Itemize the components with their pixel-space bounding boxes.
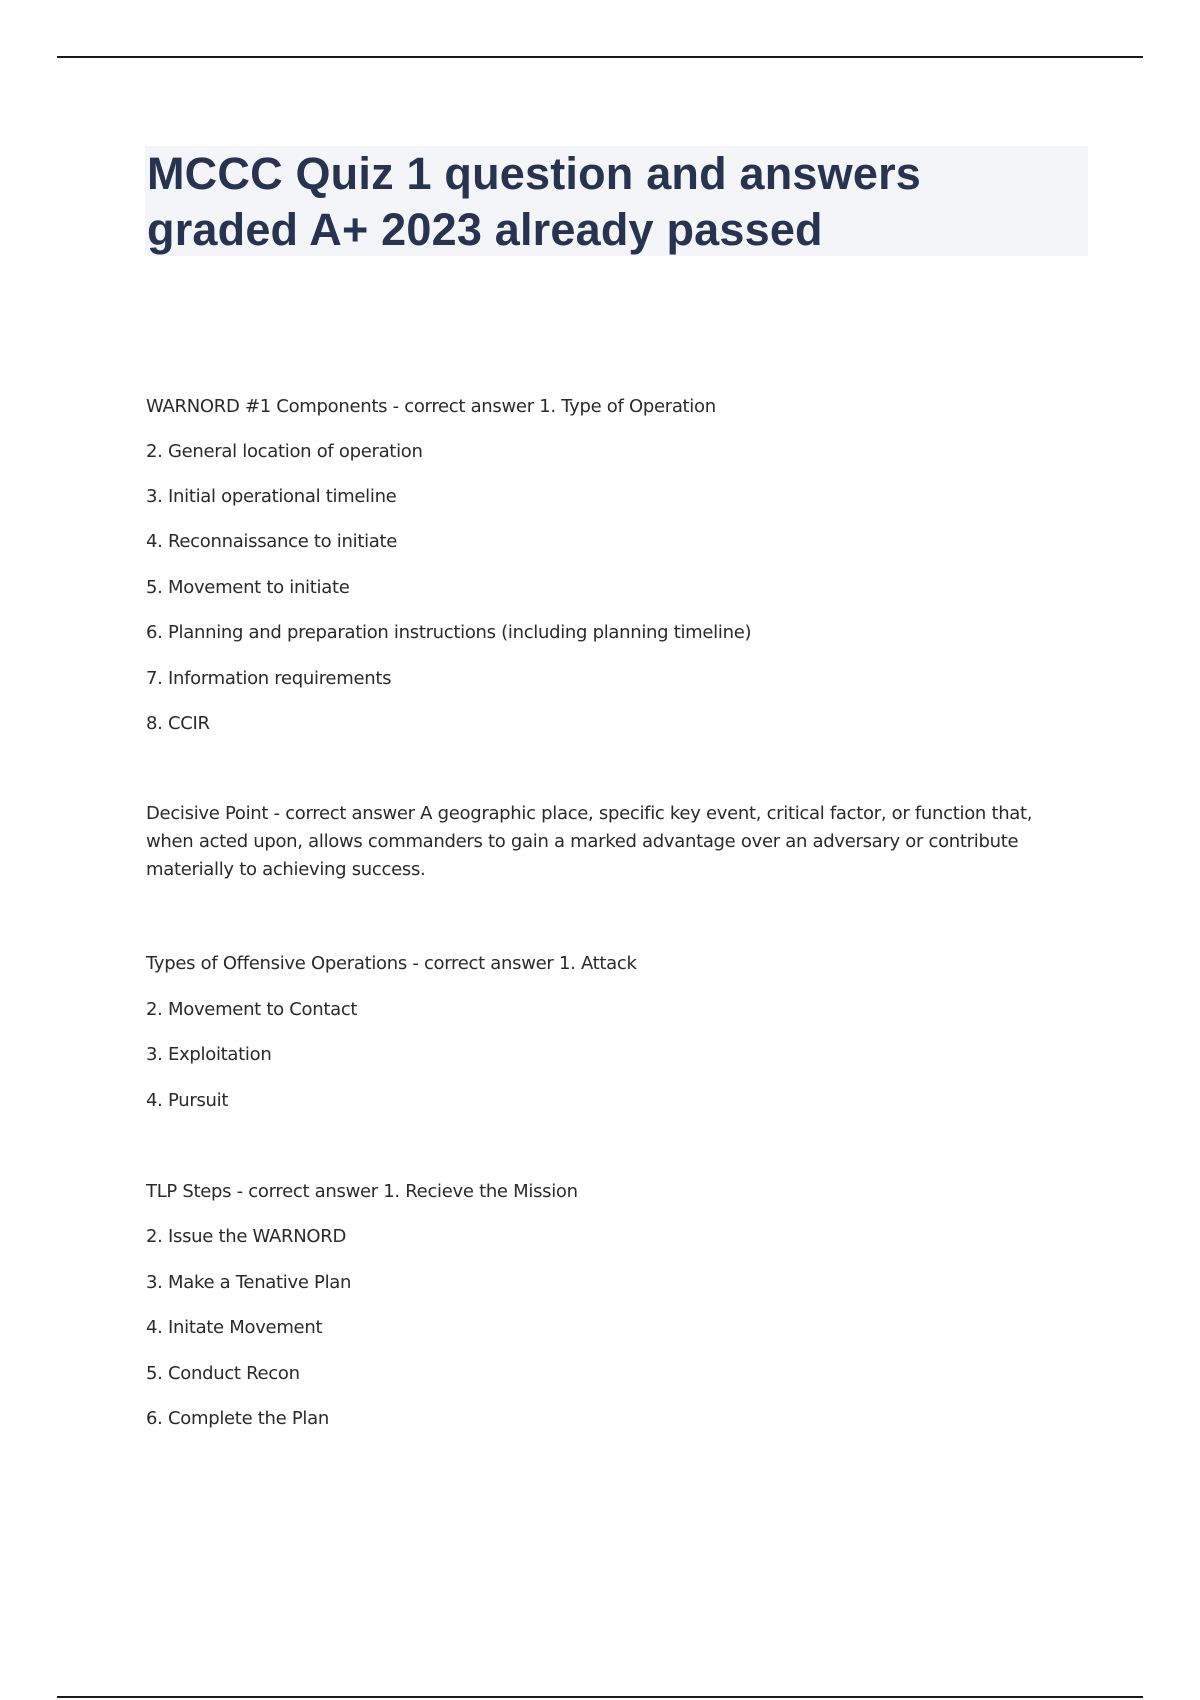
warnord-question: WARNORD #1 Components - correct answer 1. Type of Operation	[146, 396, 716, 417]
list-item: 2. General location of operation	[146, 441, 423, 462]
list-item: 3. Make a Tenative Plan	[146, 1272, 352, 1293]
list-item: 7. Information requirements	[146, 668, 392, 689]
bottom-rule	[57, 1696, 1143, 1698]
list-item: 3. Initial operational timeline	[146, 486, 397, 507]
list-item: 6. Complete the Plan	[146, 1408, 329, 1429]
list-item: 2. Issue the WARNORD	[146, 1226, 347, 1247]
top-rule	[57, 56, 1143, 58]
list-item: 5. Conduct Recon	[146, 1363, 300, 1384]
document-title: MCCC Quiz 1 question and answers graded A+ 2023 already passed	[147, 148, 922, 255]
list-item: 8. CCIR	[146, 713, 210, 734]
list-item: 4. Initate Movement	[146, 1317, 323, 1338]
list-item: 4. Pursuit	[146, 1090, 229, 1111]
list-item: 5. Movement to initiate	[146, 577, 350, 598]
list-item: 2. Movement to Contact	[146, 999, 358, 1020]
list-item: 6. Planning and preparation instructions (including planning timeline)	[146, 622, 752, 643]
list-item: 4. Reconnaissance to initiate	[146, 531, 398, 552]
decisive-point-answer: Decisive Point - correct answer A geographic place, specific key event, critical factor, or function that, when acted upon, allows commanders to gain a marked advantage over an adversary or contribute materially to achieving success.	[146, 803, 1033, 880]
tlp-steps-question: TLP Steps - correct answer 1. Recieve the Mission	[146, 1181, 578, 1202]
list-item: 3. Exploitation	[146, 1044, 272, 1065]
offensive-ops-question: Types of Offensive Operations - correct answer 1. Attack	[146, 953, 637, 974]
